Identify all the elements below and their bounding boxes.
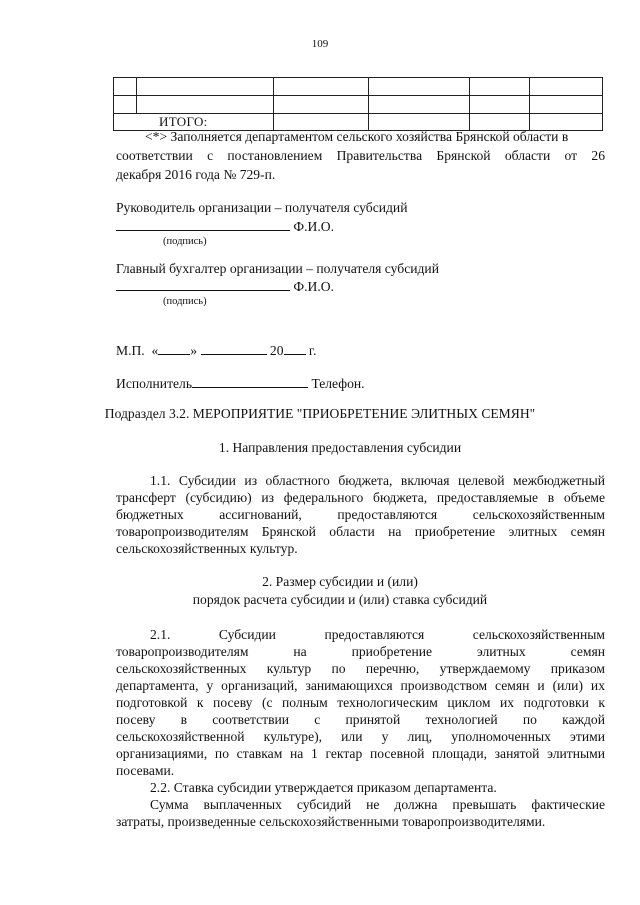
section2-line: сельскохозяйственной культуре), или у лиц, уполномоченных этими	[116, 729, 605, 744]
section2-line: затраты, произведенные сельскохозяйственными товаропроизводителями.	[116, 814, 546, 829]
year-blank	[284, 342, 306, 355]
section1-line: трансферт (субсидию) из федерального бюджета, предоставляемые в объеме	[116, 490, 605, 505]
footnote-line: <*> Заполняется департаментом сельского хозяйства Брянской области в	[145, 129, 569, 144]
month-blank	[201, 342, 267, 355]
footnote-line: декабря 2016 года № 729-п.	[116, 167, 276, 182]
section1-line: 1.1. Субсидии из областного бюджета, включая целевой межбюджетный	[150, 473, 605, 488]
section1-heading: 1. Направления предоставления субсидии	[218, 440, 462, 455]
fio-label: Ф.И.О.	[293, 219, 334, 234]
executor-blank	[192, 375, 308, 388]
subsection-title: Подраздел 3.2. МЕРОПРИЯТИЕ "ПРИОБРЕТЕНИЕ ЭЛИТНЫХ СЕМЯН"	[104, 406, 536, 421]
table-total-row	[114, 114, 603, 131]
signature-caption: (подпись)	[163, 236, 207, 247]
accountant-signature-title: Главный бухгалтер организации – получателя субсидий	[116, 261, 439, 276]
section2-line: департамента, у организаций, занимающихся производством семян и (или) их	[116, 678, 605, 693]
head-signature-title: Руководитель организации – получателя субсидий	[116, 200, 408, 215]
section2-line: посевами.	[116, 763, 175, 778]
accountant-signature-line	[116, 278, 334, 295]
head-signature-line	[116, 218, 334, 235]
quote-open: «	[151, 343, 159, 358]
section2-line: 2.1. Субсидии предоставляются сельскохозяйственным	[150, 627, 605, 642]
fio-label: Ф.И.О.	[293, 279, 334, 294]
mp-label: М.П.	[116, 343, 145, 358]
table-row	[114, 78, 603, 96]
section2-line: Сумма выплаченных субсидий не должна превышать фактические	[150, 797, 605, 812]
section2-line: 2.2. Ставка субсидии утверждается приказом департамента.	[150, 780, 497, 795]
section2-line: организациями, по ставкам на 1 гектар посевной площади, занятой элитными	[116, 746, 605, 761]
section2-line: подготовкой к посеву (с полным технологическим циклом их подготовки к	[116, 695, 605, 710]
section2-line: сельскохозяйственных культур по перечню, утверждаемому приказом	[116, 661, 605, 676]
stamp-date-line	[116, 342, 316, 359]
executor-line	[116, 375, 365, 392]
signature-caption: (подпись)	[163, 296, 207, 307]
section1-line: бюджетных ассигнований, предоставляются сельскохозяйственным	[116, 507, 605, 522]
quote-close: »	[190, 343, 198, 358]
year-suffix: г.	[308, 343, 317, 358]
signature-blank	[116, 218, 290, 231]
section2-line: товаропроизводителям на приобретение элитных семян	[116, 644, 605, 659]
section1-line: сельскохозяйственных культур.	[116, 541, 298, 556]
total-label: ИТОГО:	[114, 114, 274, 131]
page-number: 109	[311, 38, 329, 50]
phone-label: Телефон.	[311, 376, 365, 391]
section1-line: товаропроизводителям Брянской области на приобретение элитных семян	[116, 524, 605, 539]
section2-heading: порядок расчета субсидии и (или) ставка субсидий	[192, 592, 488, 607]
table-row	[114, 96, 603, 114]
day-blank	[158, 342, 190, 355]
footnote-line: соответствии с постановлением Правительства Брянской области от 26	[116, 148, 605, 163]
table-fragment	[113, 77, 603, 131]
section2-line: посеву в соответствии с принятой технологией по каждой	[116, 712, 605, 727]
executor-label: Исполнитель	[116, 376, 193, 391]
year-prefix: 20	[269, 343, 284, 358]
section2-heading: 2. Размер субсидии и (или)	[262, 574, 418, 589]
signature-blank	[116, 278, 290, 291]
